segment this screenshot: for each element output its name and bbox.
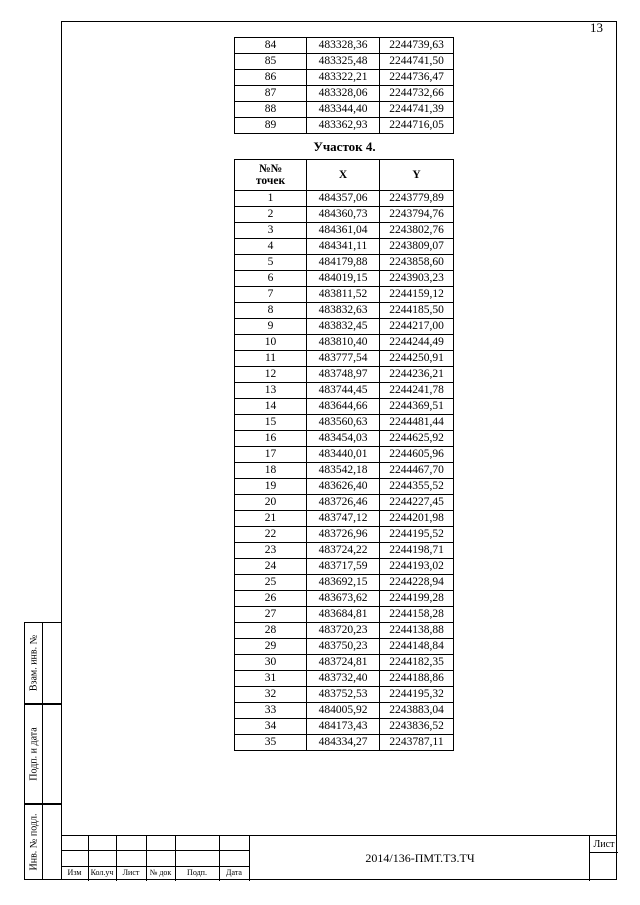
- x-coordinate-cell: 483692,15: [307, 575, 380, 591]
- table-row: [235, 607, 454, 623]
- y-coordinate-cell: 2244217,00: [380, 319, 454, 335]
- x-coordinate-cell: 484019,15: [307, 271, 380, 287]
- point-number-cell: 30: [235, 655, 307, 671]
- x-coordinate-cell: 484173,43: [307, 719, 380, 735]
- table-row: [235, 735, 454, 751]
- revision-grid: [61, 836, 249, 881]
- table-header-row: [235, 160, 454, 191]
- y-coordinate-cell: 2244467,70: [380, 463, 454, 479]
- table-row: [235, 223, 454, 239]
- point-number-cell: 29: [235, 639, 307, 655]
- y-coordinate-cell: 2244739,63: [380, 38, 454, 54]
- x-coordinate-cell: 483724,22: [307, 543, 380, 559]
- table-row: [235, 102, 454, 118]
- x-coordinate-cell: 483811,52: [307, 287, 380, 303]
- sheet-label: Лист: [590, 839, 618, 853]
- point-number-cell: 11: [235, 351, 307, 367]
- point-number-cell: 22: [235, 527, 307, 543]
- header-point-number: [235, 160, 307, 191]
- x-coordinate-cell: 483726,96: [307, 527, 380, 543]
- point-number-cell: 18: [235, 463, 307, 479]
- table-row: [235, 431, 454, 447]
- point-number-cell: 6: [235, 271, 307, 287]
- x-coordinate-cell: 483777,54: [307, 351, 380, 367]
- y-coordinate-cell: 2243794,76: [380, 207, 454, 223]
- table-row: [235, 527, 454, 543]
- revision-header-1: Кол.уч: [90, 868, 114, 877]
- table-row: [235, 86, 454, 102]
- point-number-cell: 4: [235, 239, 307, 255]
- x-coordinate-cell: 483325,48: [307, 54, 380, 70]
- table-row: [235, 255, 454, 271]
- y-coordinate-cell: 2243809,07: [380, 239, 454, 255]
- revision-header-5: Дата: [226, 868, 242, 877]
- page-number: 13: [590, 20, 603, 35]
- point-number-cell: 15: [235, 415, 307, 431]
- x-coordinate-cell: 483673,62: [307, 591, 380, 607]
- coordinates-table-plot-4: [234, 159, 454, 751]
- side-stamp-replacement-inv: [24, 622, 61, 704]
- x-coordinate-cell: 483626,40: [307, 479, 380, 495]
- y-coordinate-cell: 2244355,52: [380, 479, 454, 495]
- y-coordinate-cell: 2243787,11: [380, 735, 454, 751]
- table-row: [235, 303, 454, 319]
- y-coordinate-cell: 2244148,84: [380, 639, 454, 655]
- y-coordinate-cell: 2243802,76: [380, 223, 454, 239]
- y-coordinate-cell: 2244250,91: [380, 351, 454, 367]
- point-number-cell: 20: [235, 495, 307, 511]
- table-row: [235, 271, 454, 287]
- revision-header-0: Изм: [67, 868, 82, 877]
- x-coordinate-cell: 483720,23: [307, 623, 380, 639]
- point-number-cell: 34: [235, 719, 307, 735]
- point-number-cell: 85: [235, 54, 307, 70]
- x-coordinate-cell: 483832,63: [307, 303, 380, 319]
- y-coordinate-cell: 2244605,96: [380, 447, 454, 463]
- x-coordinate-cell: 484357,06: [307, 191, 380, 207]
- point-number-cell: 7: [235, 287, 307, 303]
- table-row: [235, 719, 454, 735]
- x-coordinate-cell: 483732,40: [307, 671, 380, 687]
- y-coordinate-cell: 2244182,35: [380, 655, 454, 671]
- y-coordinate-cell: 2243883,04: [380, 703, 454, 719]
- y-coordinate-cell: 2244193,02: [380, 559, 454, 575]
- x-coordinate-cell: 484361,04: [307, 223, 380, 239]
- x-coordinate-cell: 483644,66: [307, 399, 380, 415]
- table-row: [235, 399, 454, 415]
- point-number-cell: 84: [235, 38, 307, 54]
- x-coordinate-cell: 483322,21: [307, 70, 380, 86]
- y-coordinate-cell: 2244741,39: [380, 102, 454, 118]
- x-coordinate-cell: 483684,81: [307, 607, 380, 623]
- y-coordinate-cell: 2244199,28: [380, 591, 454, 607]
- point-number-cell: 27: [235, 607, 307, 623]
- x-coordinate-cell: 483542,18: [307, 463, 380, 479]
- y-coordinate-cell: 2244138,88: [380, 623, 454, 639]
- x-coordinate-cell: 483328,36: [307, 38, 380, 54]
- revision-header-row: [61, 867, 249, 881]
- table-row: [235, 495, 454, 511]
- point-number-cell: 8: [235, 303, 307, 319]
- point-number-cell: 21: [235, 511, 307, 527]
- x-coordinate-cell: 483560,63: [307, 415, 380, 431]
- table-row: [235, 118, 454, 134]
- header-x: X: [307, 160, 380, 191]
- point-number-cell: 14: [235, 399, 307, 415]
- x-coordinate-cell: 483362,93: [307, 118, 380, 134]
- point-number-cell: 88: [235, 102, 307, 118]
- point-number-cell: 9: [235, 319, 307, 335]
- point-number-cell: 31: [235, 671, 307, 687]
- x-coordinate-cell: 483724,81: [307, 655, 380, 671]
- x-coordinate-cell: 483832,45: [307, 319, 380, 335]
- side-label-original-inv: Инв. № подл.: [28, 813, 39, 871]
- x-coordinate-cell: 483717,59: [307, 559, 380, 575]
- table-row: [235, 687, 454, 703]
- table-row: [235, 287, 454, 303]
- x-coordinate-cell: 483440,01: [307, 447, 380, 463]
- table-row: [235, 70, 454, 86]
- table-row: [235, 447, 454, 463]
- point-number-cell: 5: [235, 255, 307, 271]
- x-coordinate-cell: 484360,73: [307, 207, 380, 223]
- side-label-replacement-inv: Взам. инв. №: [28, 634, 39, 692]
- x-coordinate-cell: 483744,45: [307, 383, 380, 399]
- point-number-cell: 17: [235, 447, 307, 463]
- point-number-cell: 2: [235, 207, 307, 223]
- point-number-cell: 33: [235, 703, 307, 719]
- y-coordinate-cell: 2244481,44: [380, 415, 454, 431]
- point-number-cell: 19: [235, 479, 307, 495]
- y-coordinate-cell: 2244228,94: [380, 575, 454, 591]
- point-number-cell: 32: [235, 687, 307, 703]
- point-number-cell: 10: [235, 335, 307, 351]
- y-coordinate-cell: 2244736,47: [380, 70, 454, 86]
- table-row: [235, 239, 454, 255]
- y-coordinate-cell: 2243903,23: [380, 271, 454, 287]
- y-coordinate-cell: 2243779,89: [380, 191, 454, 207]
- x-coordinate-cell: 484005,92: [307, 703, 380, 719]
- section-title: Участок 4.: [313, 139, 376, 154]
- y-coordinate-cell: 2243858,60: [380, 255, 454, 271]
- table-row: [235, 639, 454, 655]
- revision-header-3: № док: [149, 868, 172, 877]
- y-coordinate-cell: 2244741,50: [380, 54, 454, 70]
- y-coordinate-cell: 2244195,52: [380, 527, 454, 543]
- point-number-cell: 86: [235, 70, 307, 86]
- revision-header-2: Лист: [122, 868, 140, 877]
- revision-header-4: Подп.: [187, 868, 207, 877]
- table-row: [235, 335, 454, 351]
- table-row: [235, 207, 454, 223]
- x-coordinate-cell: 483752,53: [307, 687, 380, 703]
- y-coordinate-cell: 2244236,21: [380, 367, 454, 383]
- table-row: [235, 479, 454, 495]
- y-coordinate-cell: 2244201,98: [380, 511, 454, 527]
- table-row: [235, 671, 454, 687]
- side-label-signature-date: Подп. и дата: [28, 727, 39, 781]
- point-number-cell: 24: [235, 559, 307, 575]
- point-number-cell: 28: [235, 623, 307, 639]
- coordinates-table-continued: [234, 37, 454, 134]
- table-row: [235, 559, 454, 575]
- side-stamp-original-inv: [24, 804, 61, 880]
- y-coordinate-cell: 2244369,51: [380, 399, 454, 415]
- header-num-line2: точек: [255, 175, 286, 187]
- x-coordinate-cell: 483344,40: [307, 102, 380, 118]
- y-coordinate-cell: 2244227,45: [380, 495, 454, 511]
- header-y: Y: [380, 160, 454, 191]
- y-coordinate-cell: 2244625,92: [380, 431, 454, 447]
- table-row: [235, 38, 454, 54]
- point-number-cell: 1: [235, 191, 307, 207]
- y-coordinate-cell: 2244188,86: [380, 671, 454, 687]
- title-block: [61, 835, 617, 881]
- y-coordinate-cell: 2244241,78: [380, 383, 454, 399]
- y-coordinate-cell: 2244185,50: [380, 303, 454, 319]
- x-coordinate-cell: 484179,88: [307, 255, 380, 271]
- document-code: 2014/136-ПМТ.ТЗ.ТЧ: [249, 836, 590, 881]
- table-row: [235, 655, 454, 671]
- x-coordinate-cell: 483748,97: [307, 367, 380, 383]
- table-row: [235, 367, 454, 383]
- table-row: [235, 703, 454, 719]
- point-number-cell: 12: [235, 367, 307, 383]
- point-number-cell: 3: [235, 223, 307, 239]
- y-coordinate-cell: 2244159,12: [380, 287, 454, 303]
- y-coordinate-cell: 2243836,52: [380, 719, 454, 735]
- point-number-cell: 13: [235, 383, 307, 399]
- table-row: [235, 623, 454, 639]
- x-coordinate-cell: 484341,11: [307, 239, 380, 255]
- y-coordinate-cell: 2244732,66: [380, 86, 454, 102]
- table-row: [235, 191, 454, 207]
- y-coordinate-cell: 2244195,32: [380, 687, 454, 703]
- table-row: [235, 319, 454, 335]
- point-number-cell: 16: [235, 431, 307, 447]
- y-coordinate-cell: 2244198,71: [380, 543, 454, 559]
- table-row: [235, 415, 454, 431]
- table-row: [235, 575, 454, 591]
- x-coordinate-cell: 483750,23: [307, 639, 380, 655]
- point-number-cell: 89: [235, 118, 307, 134]
- x-coordinate-cell: 484334,27: [307, 735, 380, 751]
- point-number-cell: 26: [235, 591, 307, 607]
- table-row: [235, 351, 454, 367]
- point-number-cell: 87: [235, 86, 307, 102]
- table-row: [235, 463, 454, 479]
- x-coordinate-cell: 483726,46: [307, 495, 380, 511]
- point-number-cell: 23: [235, 543, 307, 559]
- point-number-cell: 35: [235, 735, 307, 751]
- y-coordinate-cell: 2244716,05: [380, 118, 454, 134]
- sheet-box: [589, 836, 618, 881]
- y-coordinate-cell: 2244244,49: [380, 335, 454, 351]
- x-coordinate-cell: 483747,12: [307, 511, 380, 527]
- table-row: [235, 383, 454, 399]
- x-coordinate-cell: 483810,40: [307, 335, 380, 351]
- side-stamp-signature-date: [24, 704, 61, 804]
- table-row: [235, 54, 454, 70]
- point-number-cell: 25: [235, 575, 307, 591]
- x-coordinate-cell: 483454,03: [307, 431, 380, 447]
- y-coordinate-cell: 2244158,28: [380, 607, 454, 623]
- table-row: [235, 511, 454, 527]
- x-coordinate-cell: 483328,06: [307, 86, 380, 102]
- header-num-line1: №№: [258, 163, 283, 175]
- table-row: [235, 591, 454, 607]
- table-row: [235, 543, 454, 559]
